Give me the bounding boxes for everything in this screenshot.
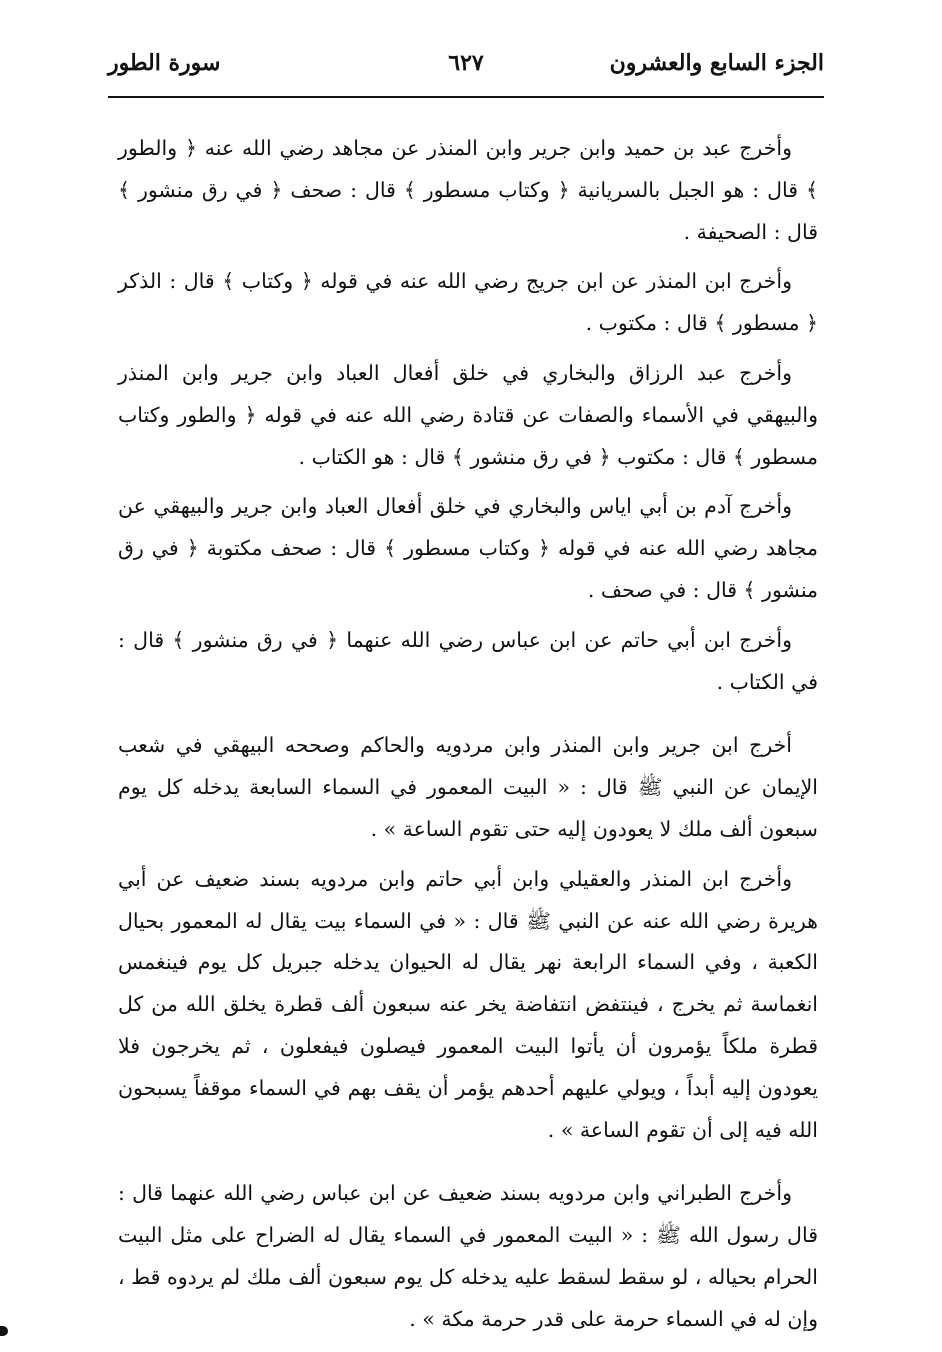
paragraph-4: وأخرج آدم بن أبي اياس والبخاري في خلق أفعال العباد وابن جرير والبيهقي عن مجاهد رضي الله عنه في قوله ﴿ وكتاب مسطور ﴾ قال : صحف مكتوبة ﴿ في رق منشور ﴾ قال : في صحف .: [118, 494, 818, 602]
paragraph-6: أخرج ابن جرير وابن المنذر وابن مردويه والحاكم وصححه البيهقي في شعب الإيمان عن النبي ﷺ قال : « البيت المعمور في السماء السابعة يدخله كل يوم سبعون ألف ملك لا يعودون إليه حتى تقوم الساعة » .: [118, 733, 818, 841]
scan-edge-mark: [0, 1326, 8, 1336]
paragraph-7: وأخرج ابن المنذر والعقيلي وابن أبي حاتم وابن مردويه بسند ضعيف عن أبي هريرة رضي الله عنه عن النبي ﷺ قال : « في السماء بيت يقال له المعمور بحيال الكعبة ، وفي السماء الرابعة نهر يقال له الحيوان يدخله جبريل كل يوم فينغمس انغماسة ثم يخرج ، فينتفض انتفاضة يخر عنه سبعون ألف قطرة يخلق الله من كل قطرة ملكاً يؤمرون أن يأتوا البيت المعمور فيصلون فيفعلون ، ثم يخرجون فلا يعودون إليه أبداً ، ويولي عليهم أحدهم يؤمر أن يقف بهم في السماء موقفاً يسبحون الله فيه إلى أن تقوم الساعة » .: [118, 866, 818, 1142]
paragraph-5: وأخرج ابن أبي حاتم عن ابن عباس رضي الله عنهما ﴿ في رق منشور ﴾ قال : في الكتاب .: [118, 627, 818, 694]
page-body: [118, 128, 818, 1349]
paragraph-8: وأخرج الطبراني وابن مردويه بسند ضعيف عن ابن عباس رضي الله عنهما قال : قال رسول الله ﷺ : « البيت المعمور في السماء يقال له الضراح على مثل البيت الحرام بحياله ، لو سقط لسقط عليه يدخله كل يوم سبعون ألف ملك لم يردوه قط ، وإن له في السماء حرمة على قدر حرمة مكة » .: [118, 1181, 818, 1331]
part-label: الجزء السابع والعشرون: [609, 50, 824, 76]
header-divider: [108, 96, 824, 98]
page-number: ٦٢٧: [448, 50, 484, 76]
paragraph-3: وأخرج عبد الرزاق والبخاري في خلق أفعال العباد وابن جرير وابن المنذر والبيهقي في الأسماء والصفات عن قتادة رضي الله عنه في قوله ﴿ والطور وكتاب مسطور ﴾ قال : مكتوب ﴿ في رق منشور ﴾ قال : هو الكتاب .: [118, 360, 818, 469]
paragraph-2: وأخرج ابن المنذر عن ابن جريج رضي الله عنه في قوله ﴿ وكتاب ﴾ قال : الذكر ﴿ مسطور ﴾ قال : مكتوب .: [118, 269, 818, 336]
paragraph-1: وأخرج عبد بن حميد وابن جرير وابن المنذر عن مجاهد رضي الله عنه ﴿ والطور ﴾ قال : هو الجبل بالسريانية ﴿ وكتاب مسطور ﴾ قال : صحف ﴿ في رق منشور ﴾ قال : الصحيفة .: [118, 136, 818, 244]
page-header: [108, 46, 824, 94]
surah-name: سورة الطور: [108, 50, 221, 76]
